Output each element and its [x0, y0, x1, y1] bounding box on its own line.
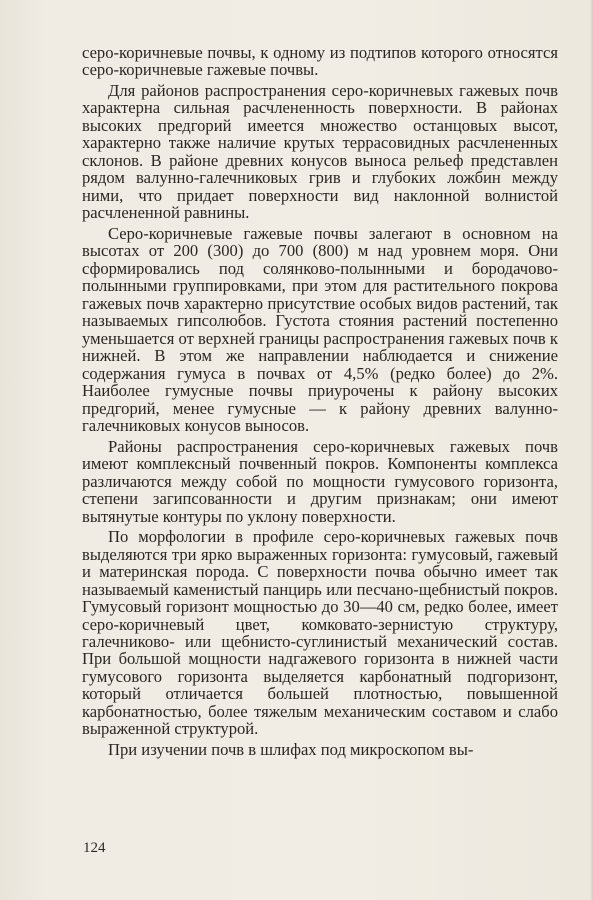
paragraph-1: серо-коричневые почвы, к одному из подтипов которого относятся серо-коричневые гажевые почвы. — [82, 43, 558, 80]
page-number: 124 — [83, 840, 106, 856]
body-text — [82, 44, 558, 761]
paragraph-6: При изучении почв в шлифах под микроскопом вы- — [108, 739, 474, 759]
paragraph-2: Для районов распространения серо-коричневых гажевых почв характерна сильная расчлененность поверхности. В районах высоких предгорий имеется множество останцовых высот, характерно также наличие крутых террасовидных расчлененных склонов. В районе древних конусов выноса рельеф представлен рядом валунно-галечниковых грив и глубоких ложбин между ними, что придает поверхности вид наклонной волнистой расчлененной равнины. — [82, 80, 558, 223]
paragraph-5: По морфологии в профиле серо-коричневых гажевых почв выделяются три ярко выраженных горизонта: гумусовый, гажевый и материнская порода. С поверхности почва обычно имеет так называемый каменистый панцирь или песчано-щебнистый покров. Гумусовый горизонт мощностью до 30—40 см, редко более, имеет серо-коричневый цвет, комковато-зернистую структуру, галечниково- или щебнисто-суглинистый механический состав. При большой мощности надгажевого горизонта в нижней части гумусового горизонта выделяется карбонатный подгоризонт, который отличается большей плотностью, повышенной карбонатностью, более тяжелым механическим составом и слабо выраженной структурой. — [82, 527, 558, 739]
paragraph-4: Районы распространения серо-коричневых гажевых почв имеют комплексный почвенный покров. Компоненты комплекса различаются между собой по мощности гумусового горизонта, степени загипсованности и другим признакам; они имеют вытянутые контуры по уклону поверхности. — [82, 436, 558, 526]
paragraph-3: Серо-коричневые гажевые почвы залегают в основном на высотах от 200 (300) до 700 (800) м над уровнем моря. Они сформировались под солянково-полынными и бородачово-полынными группировками, при этом для растительного покрова гажевых почв характерно присутствие особых видов растений, так называемых гипсолюбов. Густота стояния растений постепенно уменьшается от верхней границы распространения гажевых почв к нижней. В этом же направлении наблюдается и снижение содержания гумуса в почвах от 4,5% (редко более) до 2%. Наиболее гумусные почвы приурочены к району высоких предгорий, менее гумусные — к району древних валунно-галечниковых конусов выносов. — [82, 223, 558, 436]
